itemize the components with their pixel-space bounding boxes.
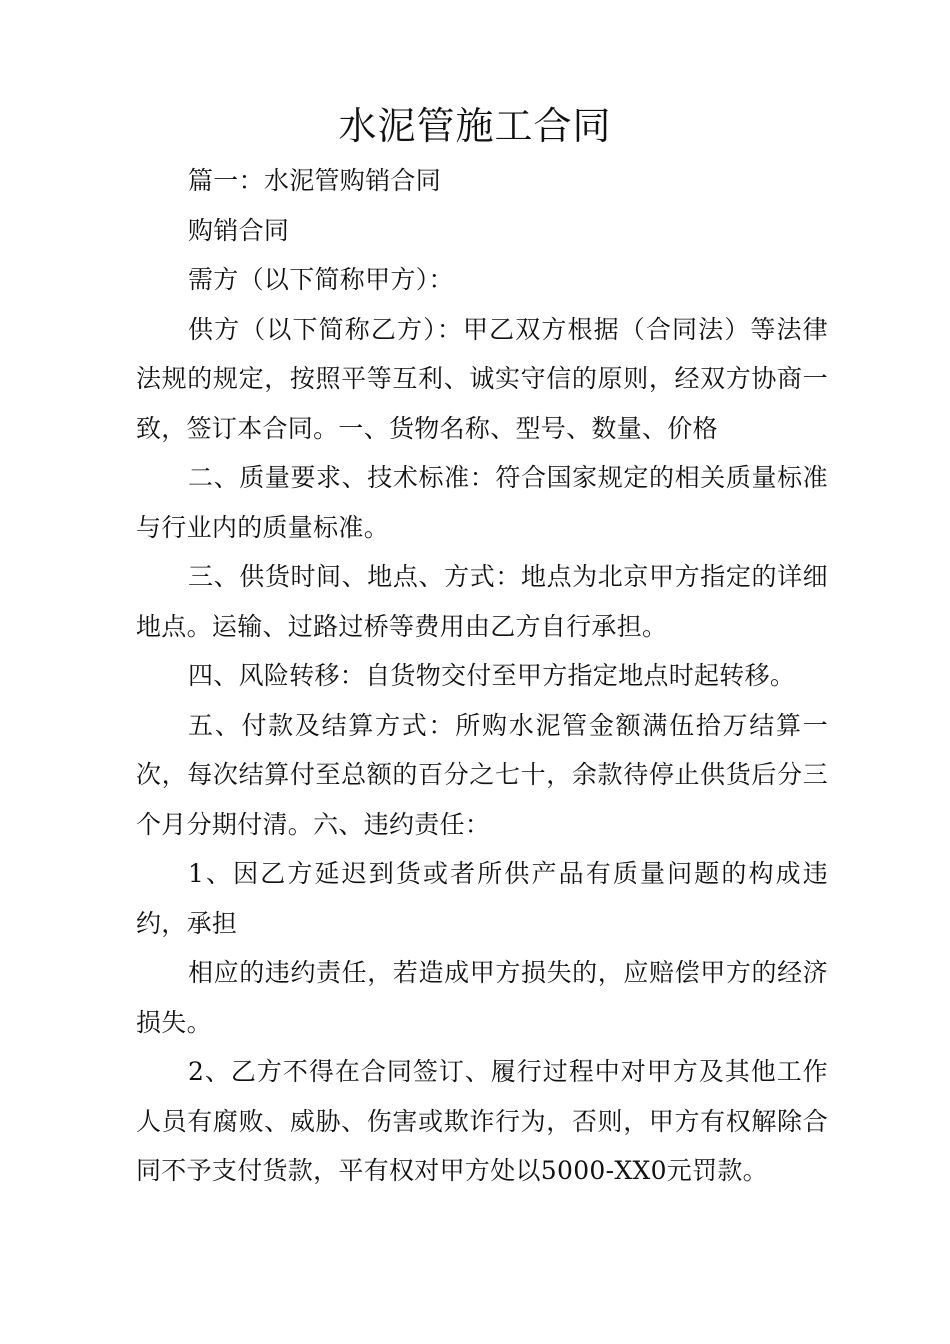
clause-delivery: 三、供货时间、地点、方式：地点为北京甲方指定的详细地点。运输、过路过桥等费用由乙方自行承担。 <box>136 562 828 641</box>
supplier-intro-paragraph: 供方（以下简称乙方）：甲乙双方根据（合同法）等法律法规的规定，按照平等互利、诚实守信的原则，经双方协商一致，签订本合同。一、货物名称、型号、数量、价格 <box>136 314 828 443</box>
document-title: 水泥管施工合同 <box>338 104 612 148</box>
section-heading: 篇一：水泥管购销合同 <box>188 166 442 195</box>
document-body <box>136 156 828 1196</box>
liability-item-2: 2、乙方不得在合同签订、履行过程中对甲方及其他工作人员有腐败、威胁、伤害或欺诈行为，否则，甲方有权解除合同不予支付货款，平有权对甲方处以5000-XX0元罚款。 <box>136 1057 828 1185</box>
clause-payment: 五、付款及结算方式：所购水泥管金额满伍拾万结算一次，每次结算付至总额的百分之七十，余款待停止供货后分三个月分期付清。六、违约责任： <box>136 710 828 839</box>
liability-item-1-continued: 相应的违约责任，若造成甲方损失的，应赔偿甲方的经济损失。 <box>136 958 828 1037</box>
clause-risk-transfer: 四、风险转移：自货物交付至甲方指定地点时起转移。 <box>188 661 796 690</box>
contract-type-heading: 购销合同 <box>188 215 290 245</box>
buyer-line: 需方（以下简称甲方）： <box>188 265 454 294</box>
liability-item-1: 1、因乙方延迟到货或者所供产品有质量问题的构成违约，承担 <box>136 859 828 938</box>
clause-quality: 二、质量要求、技术标准：符合国家规定的相关质量标准与行业内的质量标准。 <box>136 463 828 542</box>
